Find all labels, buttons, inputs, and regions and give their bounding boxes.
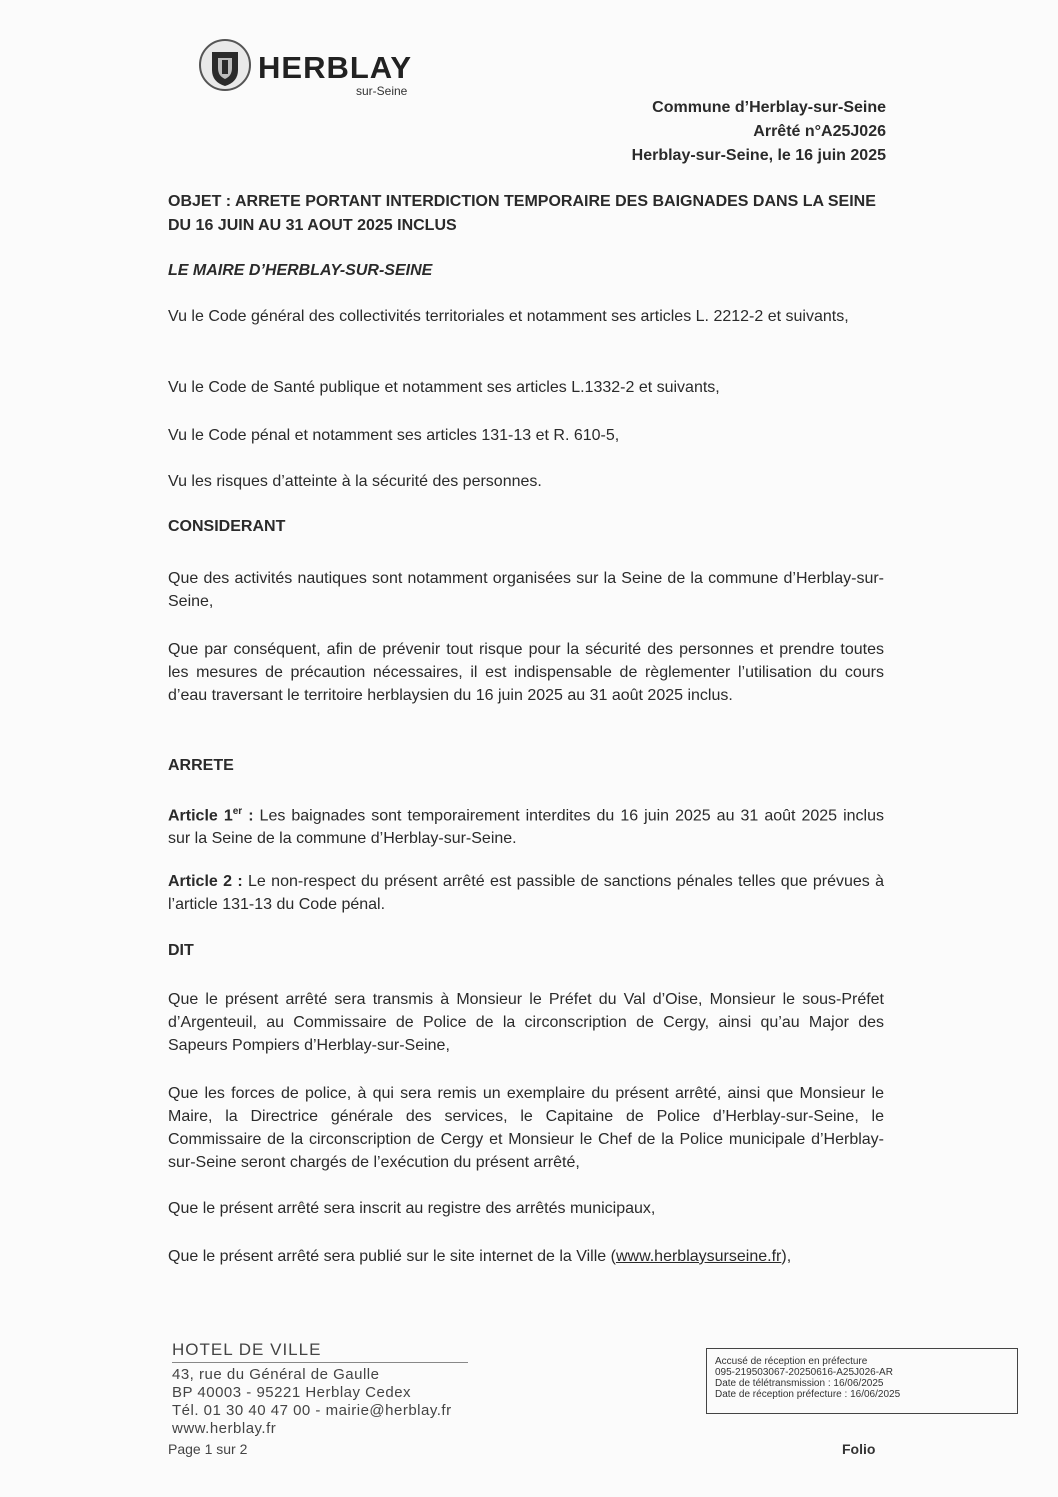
dit-paragraph-2: Que les forces de police, à qui sera remis un exemplaire du présent arrêté, ainsi que Monsieur le Maire, la Directrice générale des services, le Capitaine de Police d’Herblay-sur-Seine, le Commissaire de la circonscription de Cergy et Monsieur le Chef de la Police municipale d’Herblay-sur-Seine seront chargés de l’exécution du présent arrêté, [168,1085,884,1171]
logo-name: HERBLAY [258,50,412,85]
dit-paragraph-1: Que le présent arrêté sera transmis à Monsieur le Préfet du Val d’Oise, Monsieur le sous-Préfet d’Argenteuil, au Commissaire de Police de la circonscription de Cergy, ainsi qu’au Major des Sapeurs Pompiers d’Herblay-sur-Seine, [168,991,884,1054]
stamp-line-1: Accusé de réception en préfecture [715,1356,868,1367]
footer-contact: Tél. 01 30 40 47 00 - mairie@herblay.fr [172,1402,452,1419]
subject [168,190,888,238]
article-1-colon: : [242,807,254,825]
footer-website: www.herblay.fr [172,1420,277,1437]
dit-paragraph-4 [168,1245,884,1268]
dit-heading: DIT [168,942,194,959]
arrete-heading: ARRETE [168,757,234,774]
arrete-number: Arrêté n°A25J026 [753,123,886,140]
vu-paragraph-1: Vu le Code général des collectivités territoriales et notamment ses articles L. 2212-2 et suivants, [168,308,849,325]
article-2-label: Article 2 : [168,873,243,890]
footer-title: HOTEL DE VILLE [172,1340,322,1359]
article-1 [168,800,884,850]
article-1-label: Article 1 [168,807,233,825]
stamp-line-2: 095-219503067-20250616-A25J026-AR [715,1367,893,1378]
footer-address: 43, rue du Général de Gaulle [172,1366,380,1383]
stamp-line-3: Date de télétransmission : 16/06/2025 [715,1378,884,1389]
logo-subtitle: sur-Seine [356,84,408,98]
issuer-title: LE MAIRE D’HERBLAY-SUR-SEINE [168,262,433,279]
dit-paragraph-4-end: ), [781,1248,792,1265]
article-1-superscript: er [232,806,243,817]
vu-paragraph-3: Vu le Code pénal et notamment ses articles 131-13 et R. 610-5, [168,427,620,444]
considerant-paragraph-2: Que par conséquent, afin de prévenir tout risque pour la sécurité des personnes et prendre toutes les mesures de précaution nécessaires, il est indispensable de règlementer l’utilisation du cours d’eau traversant le territoire herblaysien du 16 juin 2025 au 31 août 2025 inclus. [168,641,884,704]
folio-label: Folio [842,1441,876,1457]
city-emblem-icon [198,38,252,92]
stamp-line-4: Date de réception préfecture : 16/06/2025 [715,1389,901,1400]
place-date: Herblay-sur-Seine, le 16 juin 2025 [631,147,886,164]
city-website-link[interactable]: www.herblaysurseine.fr [615,1248,782,1265]
footer-divider [172,1362,468,1363]
dit-paragraph-3: Que le présent arrêté sera inscrit au registre des arrêtés municipaux, [168,1200,656,1217]
page-number: Page 1 sur 2 [168,1441,248,1457]
article-2-text: Le non-respect du présent arrêté est passible de sanctions pénales telles que prévues à l’article 131-13 du Code pénal. [168,873,884,913]
considerant-paragraph-1: Que des activités nautiques sont notamment organisées sur la Seine de la commune d’Herblay-sur-Seine, [168,570,884,610]
article-1-text: Les baignades sont temporairement interdites du 16 juin 2025 au 31 août 2025 inclus sur la Seine de la commune d’Herblay-sur-Seine. [168,807,884,848]
prefecture-receipt-stamp [706,1348,1018,1414]
vu-paragraph-2: Vu le Code de Santé publique et notamment ses articles L.1332-2 et suivants, [168,379,720,396]
commune-name: Commune d’Herblay-sur-Seine [652,99,886,116]
considerant-heading: CONSIDERANT [168,518,286,535]
dit-paragraph-4-text: Que le présent arrêté sera publié sur le site internet de la Ville ( [168,1248,616,1265]
vu-paragraph-4: Vu les risques d’atteinte à la sécurité des personnes. [168,473,542,490]
article-2 [168,870,884,916]
subject-line-2: DU 16 JUIN AU 31 AOUT 2025 INCLUS [168,217,457,234]
subject-line-1: OBJET : ARRETE PORTANT INTERDICTION TEMPORAIRE DES BAIGNADES DANS LA SEINE [168,193,876,210]
footer-bp: BP 40003 - 95221 Herblay Cedex [172,1384,412,1401]
